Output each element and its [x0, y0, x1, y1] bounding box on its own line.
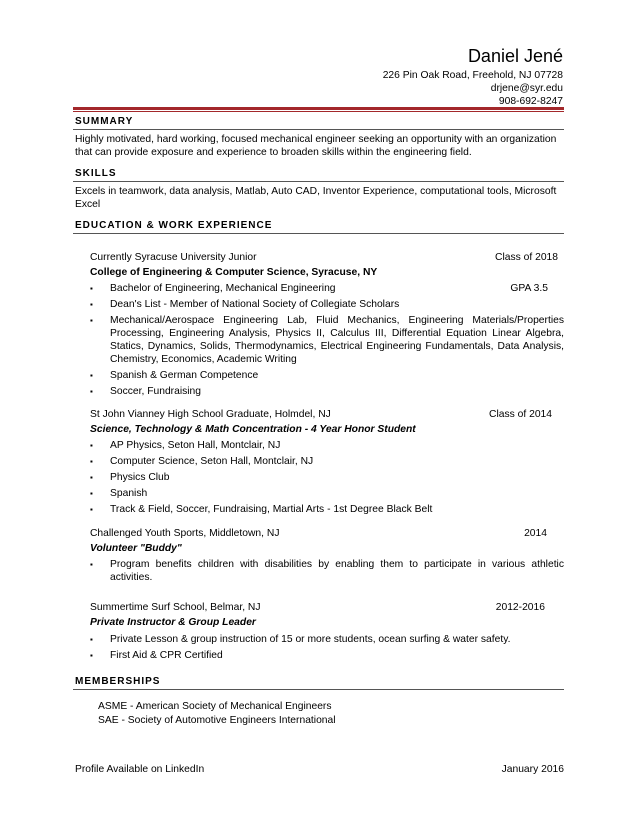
entry-subtitle: College of Engineering & Computer Science, Syracuse, NY — [90, 267, 378, 278]
email-text: drjene@syr.edu — [490, 83, 563, 94]
entry-header — [90, 602, 558, 613]
resume-name: Daniel Jené — [467, 46, 563, 66]
bullet-item: ▪ Spanish — [90, 487, 564, 500]
entry-subtitle: Volunteer "Buddy" — [90, 543, 182, 554]
bullet-item: ▪ Dean's List - Member of National Society of Collegiate Scholars — [90, 298, 564, 311]
entry-org: Challenged Youth Sports, Middletown, NJ — [90, 528, 280, 539]
entry-subtitle: Private Instructor & Group Leader — [90, 617, 256, 628]
entry-bullets — [90, 633, 564, 662]
address-text: 226 Pin Oak Road, Freehold, NJ 07728 — [382, 70, 563, 81]
entry-org: Currently Syracuse University Junior — [90, 252, 257, 263]
membership-item: SAE - Society of Automotive Engineers International — [98, 715, 336, 726]
entry-bullets — [90, 282, 564, 398]
bullet-item: ▪ Track & Field, Soccer, Fundraising, Martial Arts - 1st Degree Black Belt — [90, 503, 564, 516]
bullet-item: ▪ Program benefits children with disabilities by enabling them to participate in various athletic activities. — [90, 558, 564, 584]
phone-text: 908-692-8247 — [498, 96, 563, 107]
bullet-item: ▪ Computer Science, Seton Hall, Montclair, NJ — [90, 455, 564, 468]
header-divider — [73, 107, 564, 110]
footer-date: January 2016 — [501, 764, 564, 775]
memberships-rule — [73, 689, 564, 690]
entry-header — [90, 409, 558, 420]
summary-heading: SUMMARY — [75, 116, 134, 127]
entry-bullets — [90, 439, 564, 516]
bullet-item: ▪ Bachelor of Engineering, Mechanical Engineering GPA 3.5 — [90, 282, 564, 295]
education-heading: EDUCATION & WORK EXPERIENCE — [75, 220, 273, 231]
entry-date: Class of 2014 — [489, 409, 552, 420]
entry-subtitle: Science, Technology & Math Concentration - 4 Year Honor Student — [90, 424, 416, 435]
entry-date: 2012-2016 — [495, 602, 545, 613]
bullet-item: ▪ Physics Club — [90, 471, 564, 484]
entry-header — [90, 252, 558, 263]
entry-date: 2014 — [524, 528, 547, 539]
entry-header — [90, 528, 558, 539]
bullet-item: ▪ Spanish & German Competence — [90, 369, 564, 382]
footer-linkedin-note: Profile Available on LinkedIn — [75, 764, 205, 775]
education-rule — [73, 233, 564, 234]
bullet-item: ▪ First Aid & CPR Certified — [90, 649, 564, 662]
entry-org: Summertime Surf School, Belmar, NJ — [90, 602, 261, 613]
header-divider-thin — [73, 111, 564, 112]
gpa-text: GPA 3.5 — [510, 283, 548, 294]
membership-item: ASME - American Society of Mechanical Engineers — [98, 701, 332, 712]
memberships-heading: MEMBERSHIPS — [75, 676, 161, 687]
summary-rule — [73, 129, 564, 130]
footer — [75, 764, 564, 775]
skills-text: Excels in teamwork, data analysis, Matlab, Auto CAD, Inventor Experience, computational tools, Microsoft Excel — [75, 186, 557, 210]
skills-rule — [73, 181, 564, 182]
summary-text: Highly motivated, hard working, focused mechanical engineer seeking an opportunity with an organization that can provide exposure and experience to broaden skills within the engineering field. — [75, 134, 557, 158]
bullet-item: ▪ Soccer, Fundraising — [90, 385, 564, 398]
entry-date: Class of 2018 — [495, 252, 558, 263]
bullet-item: ▪ AP Physics, Seton Hall, Montclair, NJ — [90, 439, 564, 452]
skills-heading: SKILLS — [75, 168, 117, 179]
bullet-item: ▪ Mechanical/Aerospace Engineering Lab, Fluid Mechanics, Engineering Materials/Properties Processing, Engineering Analysis, Physics II, Calculus III, Differential Equation Linear Algebra, Statics, Dynamics, Solids, Thermodynamics, Electrical Engineering Fundamentals, Data Analysis, Chemistry, Economics, Academic Writing — [90, 314, 564, 366]
entry-org: St John Vianney High School Graduate, Holmdel, NJ — [90, 409, 331, 420]
entry-bullets — [90, 558, 564, 584]
bullet-item: ▪ Private Lesson & group instruction of 15 or more students, ocean surfing & water safety. — [90, 633, 564, 646]
